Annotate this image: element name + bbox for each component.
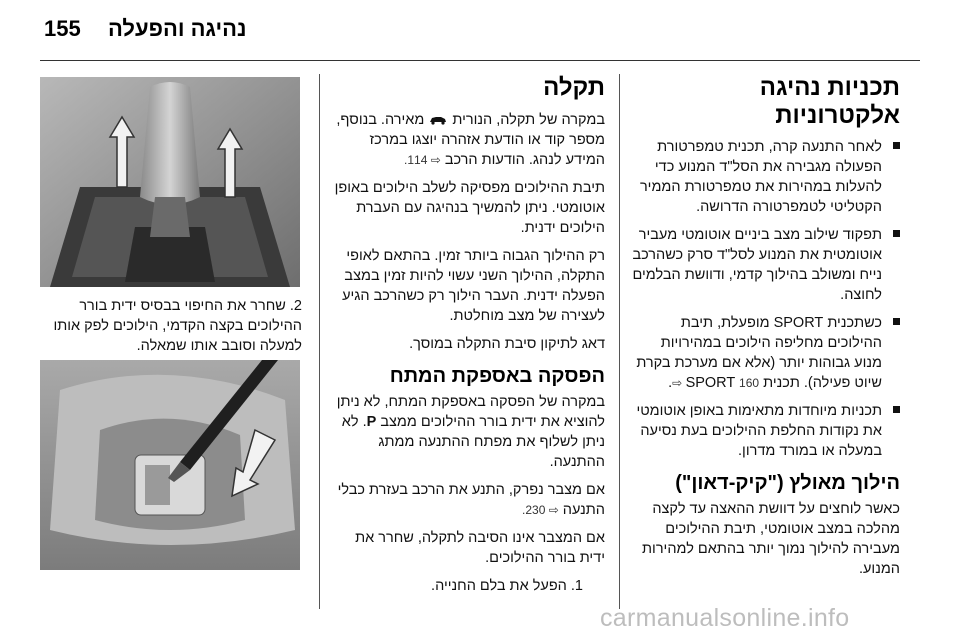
column-divider-left	[319, 74, 320, 609]
watermark-text: carmanualsonline.info	[600, 604, 850, 632]
middle-column	[330, 74, 605, 604]
gear-lever-photo	[40, 77, 300, 287]
fault-heading: תקלה	[543, 74, 605, 101]
step-2-text: שחרר את החיפוי בבסיס ידית בורר ההילוכים בקצה הקדמי, הילוכים לפק אותו למעלה וסובב אותו שמאלה.	[53, 298, 302, 354]
page-number: 155	[44, 16, 81, 41]
fault-paragraph: דאג לתיקון סיבת התקלה במוסך.	[409, 335, 605, 352]
kickdown-text: כאשר לוחצים על דוושת ההאצה עד לקצה מהלכה במצב אוטומטי, תיבת ההילוכים מעבירה להילוך נמוך יותר בהתאם למהירות המנוע.	[642, 501, 900, 578]
step-1	[330, 576, 583, 596]
power-paragraph: במקרה של הפסקה באספקת המתח, לא ניתן להוציא את ידית בורר ההילוכים ממצב P. לא ניתן לשלוף את מפתח ההתנעה ממתג ההתנעה.	[336, 393, 605, 470]
step-2	[40, 296, 302, 356]
screwdriver-photo	[40, 360, 300, 570]
bullet-square-icon	[893, 142, 900, 149]
bullet-square-icon	[893, 406, 900, 413]
programs-list	[630, 137, 900, 461]
power-interruption-heading: הפסקה באספקת המתח	[389, 364, 605, 387]
gear-lever-illustration	[40, 77, 300, 287]
right-column	[630, 74, 900, 587]
fault-paragraph: רק ההילוך הגבוה ביותר זמין. בהתאם לאופי התקלה, ההילוך השני עשוי להיות זמין במצב הפעלה ידנית. העבר הילוך רק כשהרכב הגיע לעצירה של מצב מוחלטת.	[342, 247, 605, 324]
power-paragraph: אם המצבר אינו הסיבה לתקלה, שחרר את ידית בורר ההילוכים.	[355, 529, 605, 566]
step-1-text: הפעל את בלם החנייה.	[431, 577, 567, 594]
bullet-square-icon	[893, 318, 900, 325]
page-reference: 160 ⇨	[672, 376, 760, 391]
transmission-warning-icon	[428, 115, 448, 125]
list-item: תפקוד שילוב מצב ביניים אוטומטי מעביר אוטומטית את המנוע לסל"ד סרק כשהרכב נייח ומשולב בהילוך קדמי, ודוושת הבלמים לחוצה.	[630, 225, 900, 305]
page-header	[0, 0, 960, 62]
step-2-number: 2.	[289, 298, 302, 314]
list-item: תכניות מיוחדות מתאימות באופן אוטומטי את נקודות החלפת ההילוכים בעת נסיעה במעלה או במורד מדרון.	[630, 401, 900, 461]
column-divider-right	[619, 74, 620, 609]
fault-paragraph: במקרה של תקלה, הנורית מאירה. בנוסף, מספר קוד או הודעת אזהרה יוצגו במרכז המידע לנהג. הודעות הרכב ⇨ 114.	[336, 111, 605, 168]
power-paragraph: אם מצבר נפרק, התנע את הרכב בעזרת כבלי התנעה ⇨ 230.	[337, 481, 605, 518]
screwdriver-illustration	[40, 360, 300, 570]
bullet-square-icon	[893, 230, 900, 237]
electronic-programs-heading: תכניות נהיגה אלקטרוניות	[759, 74, 900, 129]
kickdown-heading: הילוך מאולץ ("קיק-דאון")	[675, 472, 900, 495]
list-item: כשתכנית SPORT מופעלת, תיבת ההילוכים מחליפה הילוכים במהירויות מנוע גבוהות יותר (אלא אם מערכת בקרת שיוט פעילה). תכנית SPORT 160 ⇨.	[630, 313, 900, 393]
gear-p-label: P	[366, 413, 377, 430]
page-reference: ⇨ 230.	[522, 502, 559, 517]
list-item: לאחר התנעה קרה, תכנית טמפרטורת הפעולה מגבירה את הסל"ד המנוע כדי להעלות במהירות את טמפרטורת הממיר הקטליטי לטמפרטורה הדרושה.	[630, 137, 900, 217]
fault-paragraph: תיבת ההילוכים מפסיקה לשלב הילוכים באופן אוטומטי. ניתן להמשיך בנהיגה עם העברת הילוכים ידנית.	[334, 179, 605, 236]
page-reference: ⇨ 114.	[404, 152, 441, 167]
step-1-number: 1.	[570, 577, 583, 594]
running-title: נהיגה והפעלה	[108, 16, 247, 41]
header-rule	[40, 60, 920, 61]
